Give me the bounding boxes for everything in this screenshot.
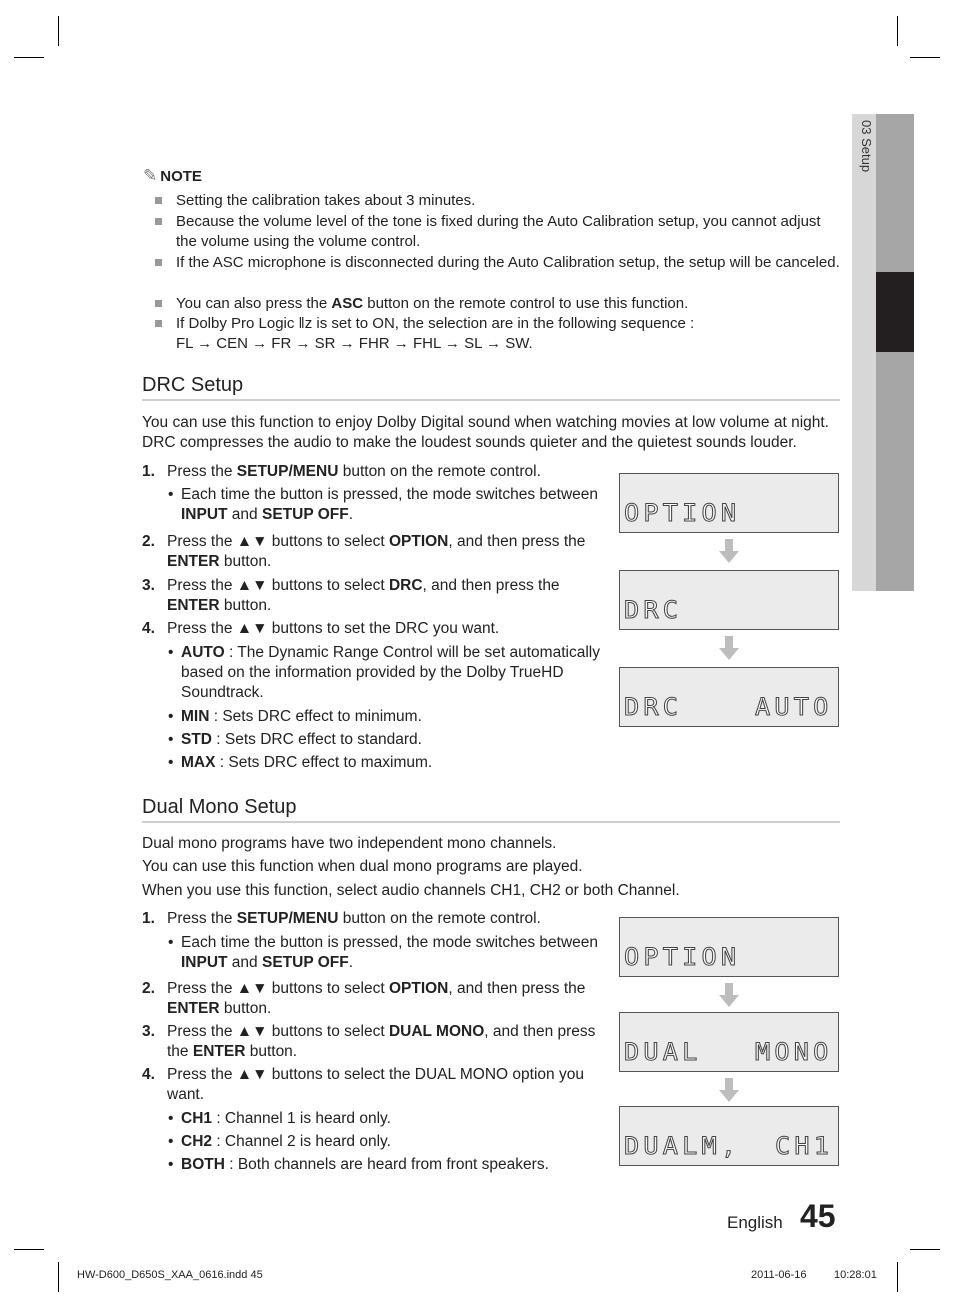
dual-intro-3: When you use this function, select audio channels CH1, CH2 or both Channel. [142, 882, 680, 899]
slug-time: 10:28:01 [834, 1269, 877, 1281]
chapter-tab-label: 03 Setup [859, 120, 874, 173]
drc-option-std: • STD : Sets DRC effect to standard. [168, 731, 422, 748]
note-item: Setting the calibration takes about 3 minutes. [155, 191, 840, 211]
pencil-icon: ✎ [143, 166, 158, 185]
drc-step-2: 2. Press the ▲▼ buttons to select OPTION, and then press the ENTER button. [142, 533, 586, 570]
chapter-tab-marker [876, 272, 914, 352]
arrow-down-icon [719, 983, 739, 1007]
note-item: You can also press the ASC button on the remote control to use this function. [155, 294, 840, 314]
dual-option-ch2: • CH2 : Channel 2 is heard only. [168, 1133, 391, 1150]
page-number: 45 [800, 1198, 836, 1234]
display-option: OPTION [619, 473, 839, 533]
drc-step-4: 4. Press the ▲▼ buttons to set the DRC you want. [142, 620, 500, 637]
display-dual-mono: DUAL MONO [619, 1012, 839, 1072]
crop-mark [897, 1262, 898, 1292]
slug-filename: HW-D600_D650S_XAA_0616.indd 45 [77, 1269, 263, 1281]
note-item: If Dolby Pro Logic ‖z is set to ON, the selection are in the following sequence : FL → CEN → FR → SR → FHR → FHL → SL → SW. [155, 314, 840, 354]
dual-intro-2: You can use this function when dual mono programs are played. [142, 858, 583, 875]
dual-step-2: 2. Press the ▲▼ buttons to select OPTION, and then press the ENTER button. [142, 980, 586, 1017]
slug-date: 2011-06-16 [751, 1269, 807, 1281]
dual-option-ch1: • CH1 : Channel 1 is heard only. [168, 1110, 391, 1127]
crop-mark [897, 16, 898, 46]
dual-step-4: 4. Press the ▲▼ buttons to select the DUAL MONO option you want. [142, 1066, 584, 1103]
drc-step-1-detail: • Each time the button is pressed, the mode switches between INPUT and SETUP OFF. [168, 486, 599, 523]
footer-language: English [727, 1213, 783, 1232]
display-option: OPTION [619, 917, 839, 977]
display-drc: DRC [619, 570, 839, 630]
dual-intro-1: Dual mono programs have two independent mono channels. [142, 835, 557, 852]
note-item: If the ASC microphone is disconnected during the Auto Calibration setup, the setup will be canceled. [155, 253, 840, 273]
crop-mark [910, 1249, 940, 1250]
drc-option-auto: • AUTO : The Dynamic Range Control will be set automatically based on the information provided by the Dolby TrueHD Soundtrack. [168, 644, 600, 701]
drc-intro: You can use this function to enjoy Dolby Digital sound when watching movies at low volume at night. DRC compresses the audio to make the loudest sounds quieter and the quietest sounds louder. [142, 414, 829, 451]
crop-mark [58, 16, 59, 46]
drc-option-max: • MAX : Sets DRC effect to maximum. [168, 754, 433, 771]
drc-option-min: • MIN : Sets DRC effect to minimum. [168, 708, 422, 725]
dual-option-both: • BOTH : Both channels are heard from front speakers. [168, 1156, 549, 1173]
arrow-down-icon [719, 539, 739, 563]
display-dualm-ch1: DUALM, CH1 [619, 1106, 839, 1166]
crop-mark [14, 1249, 44, 1250]
arrow-down-icon [719, 636, 739, 660]
dual-step-3: 3. Press the ▲▼ buttons to select DUAL MONO, and then press the ENTER button. [142, 1023, 596, 1060]
dual-mono-heading: Dual Mono Setup [142, 796, 297, 818]
drc-step-3: 3. Press the ▲▼ buttons to select DRC, and then press the ENTER button. [142, 577, 560, 614]
note-heading: ✎ NOTE [143, 166, 202, 185]
dual-step-1-detail: • Each time the button is pressed, the mode switches between INPUT and SETUP OFF. [168, 934, 599, 971]
drc-heading: DRC Setup [142, 374, 244, 396]
crop-mark [58, 1262, 59, 1292]
chapter-tab-strip [876, 114, 914, 591]
arrow-down-icon [719, 1078, 739, 1102]
dual-step-1: 1. Press the SETUP/MENU button on the remote control. [142, 910, 541, 927]
divider [142, 821, 840, 823]
display-drc-auto: DRC AUTO [619, 667, 839, 727]
crop-mark [910, 57, 940, 58]
drc-step-1: 1. Press the SETUP/MENU button on the remote control. [142, 463, 541, 480]
note-item: Because the volume level of the tone is fixed during the Auto Calibration setup, you cannot adjust the volume using the volume control. [155, 212, 840, 252]
divider [142, 399, 840, 401]
crop-mark [14, 57, 44, 58]
